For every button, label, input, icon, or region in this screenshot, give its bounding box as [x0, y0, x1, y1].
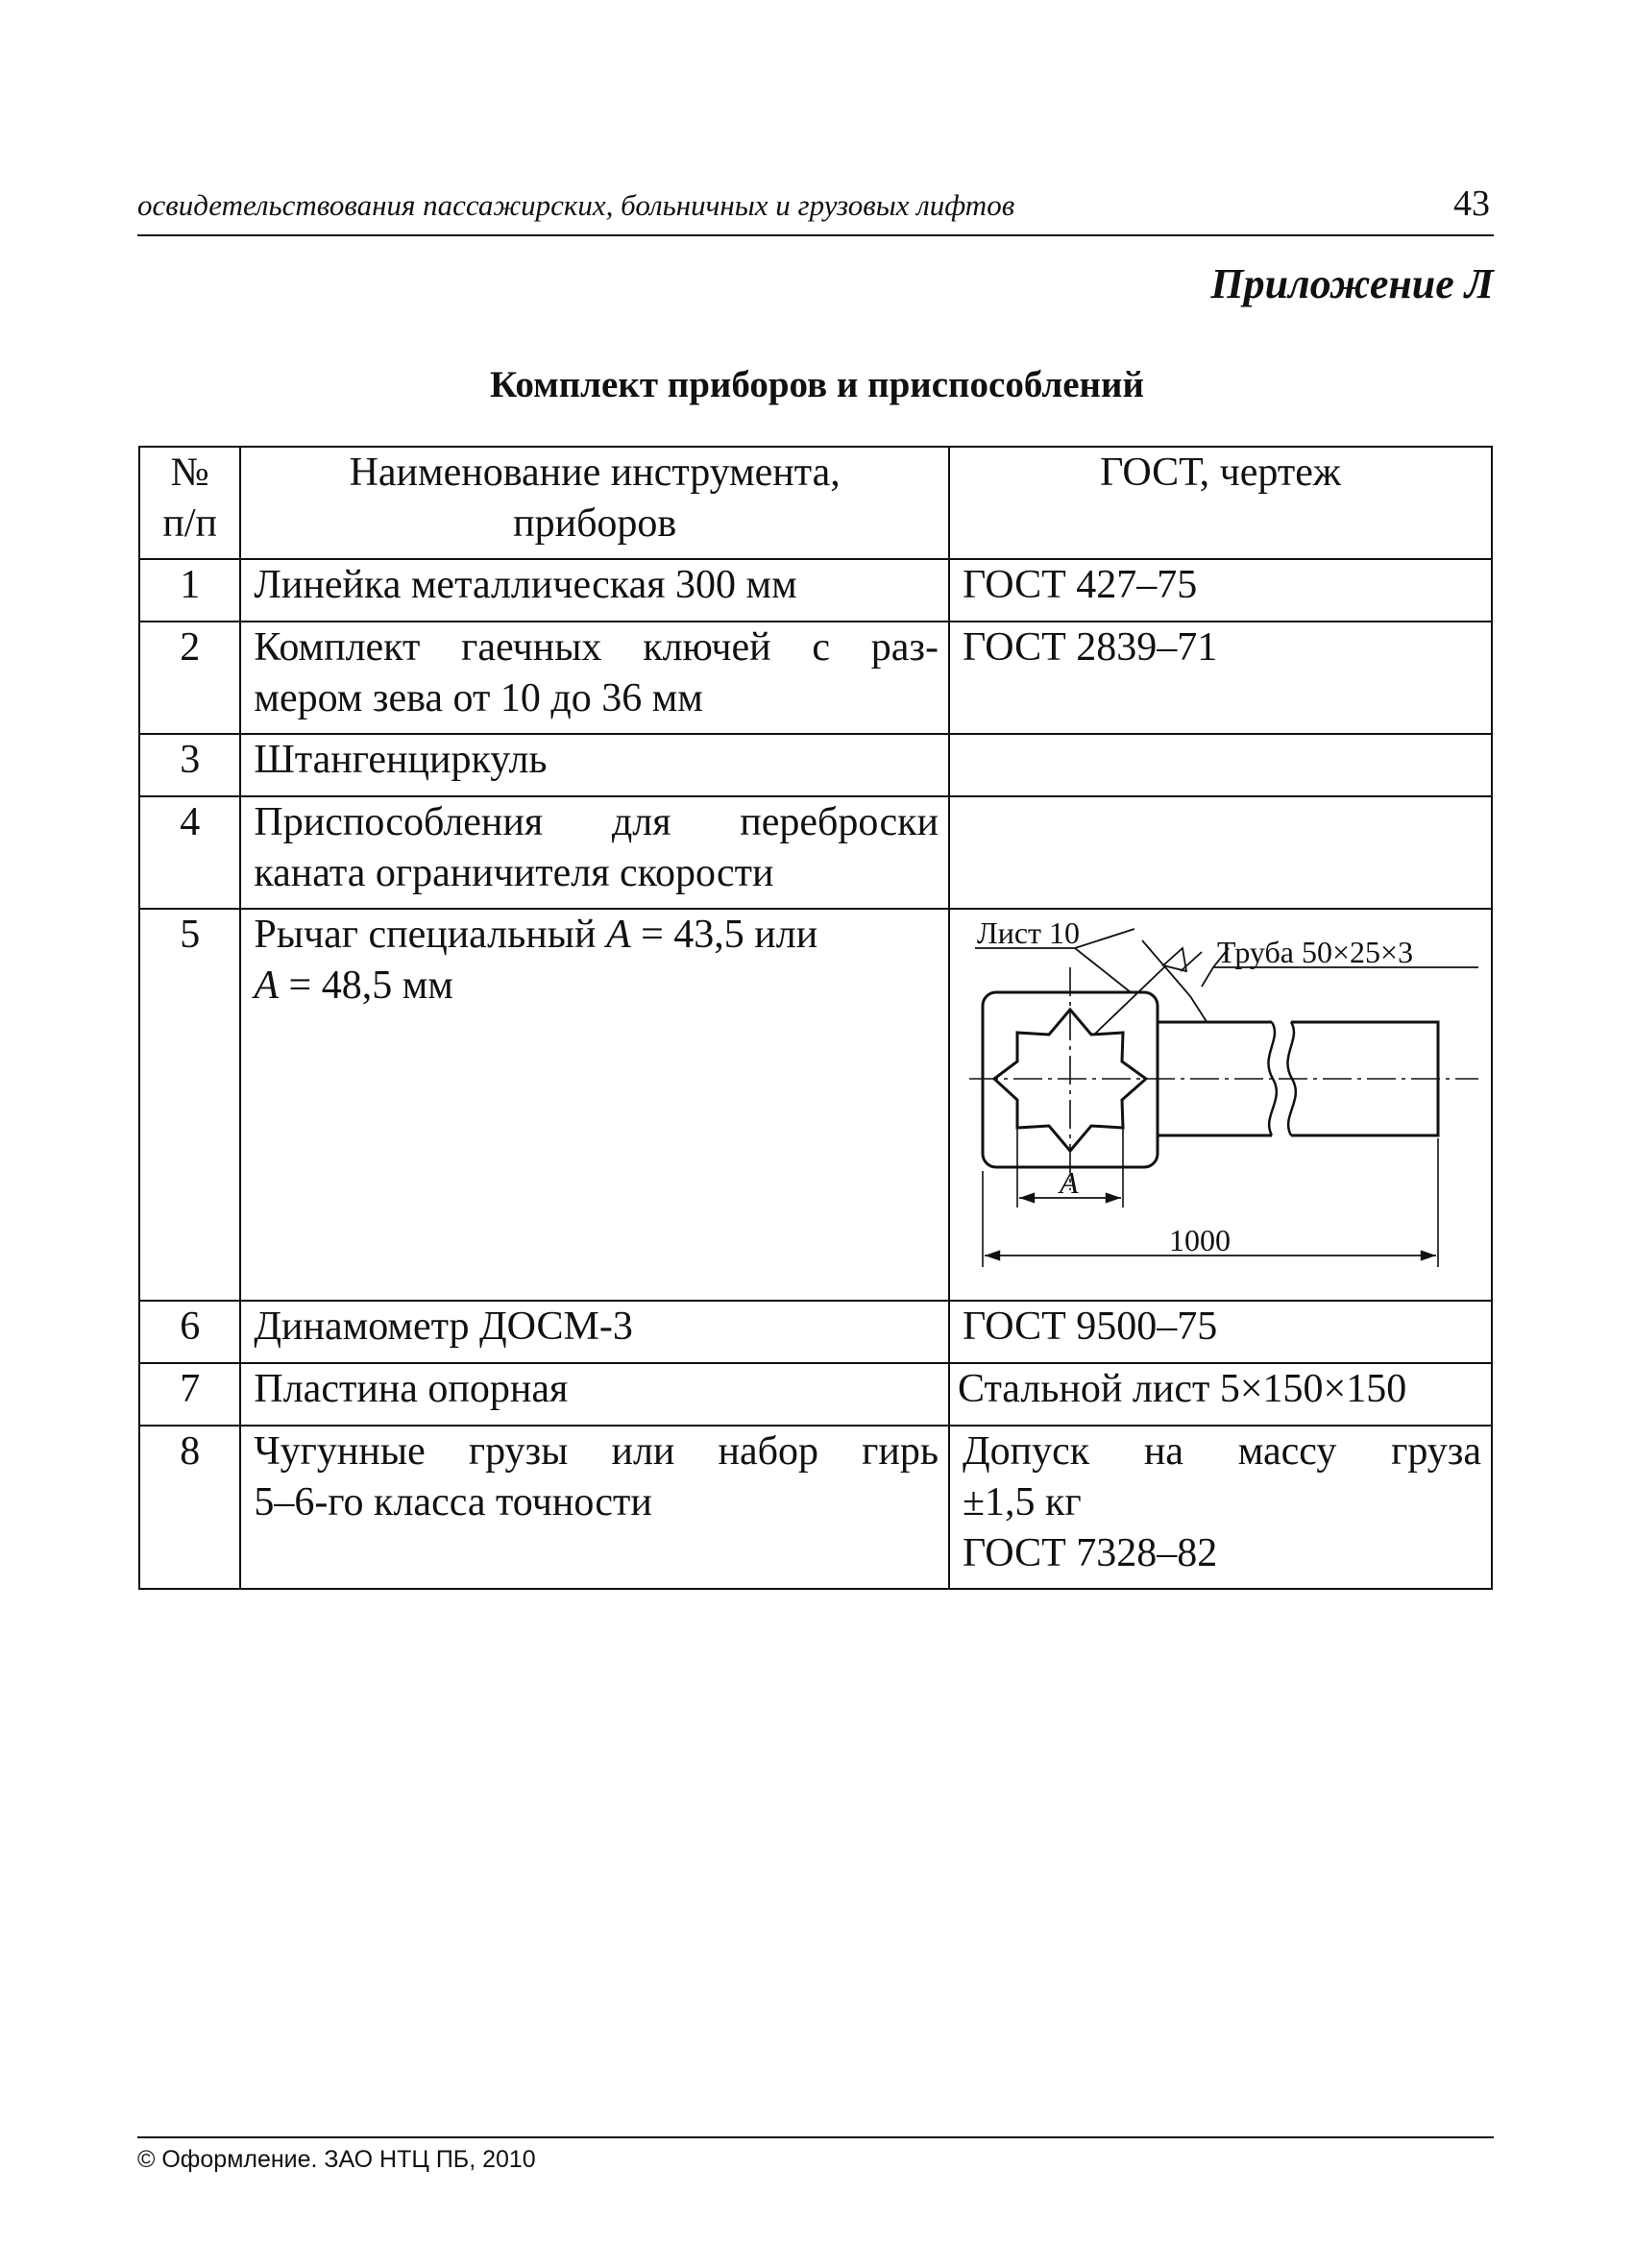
row-name: Штангенциркуль [240, 734, 949, 796]
lever-drawing-cell [949, 909, 1492, 1301]
row-name: Линейка металлическая 300 мм [240, 559, 949, 622]
row-gost [949, 796, 1492, 909]
label-dimension-1000: 1000 [1168, 1223, 1231, 1257]
table-row [139, 1301, 1492, 1363]
table-row [139, 734, 1492, 796]
leader-weld [1094, 940, 1207, 1035]
row-gost-line1: Допуск на массу груза [962, 1429, 1481, 1474]
row-gost: ГОСТ 427–75 [949, 559, 1492, 622]
header-rule [137, 234, 1494, 236]
appendix-title: Приложение Л [1210, 260, 1494, 307]
document-title: Комплект приборов и приспособлений [490, 364, 1144, 405]
table-header-row [139, 447, 1492, 559]
header-number-line1: № [170, 451, 209, 495]
label-sheet: Лист 10 [976, 915, 1080, 950]
footer-rule [137, 2136, 1494, 2138]
header-number [139, 447, 240, 559]
row-name-var-a1: A [605, 913, 631, 957]
row-name-line2: 5–6-го класса точности [254, 1480, 652, 1524]
row-name-text3: = 48,5 мм [279, 963, 453, 1008]
row-name-text2: = 43,5 или [630, 913, 818, 957]
row-name [240, 796, 949, 909]
row-gost: Стальной лист 5×150×150 [949, 1363, 1492, 1426]
footer-copyright: © Оформление. ЗАО НТЦ ПБ, 2010 [137, 2146, 536, 2173]
row-name: Пластина опорная [240, 1363, 949, 1426]
row-name [240, 1426, 949, 1589]
header-gost: ГОСТ, чертеж [949, 447, 1492, 559]
row-gost: ГОСТ 9500–75 [949, 1301, 1492, 1363]
row-name [240, 622, 949, 734]
row-name-line2: мером зева от 10 до 36 мм [254, 676, 703, 720]
row-name-line1: Чугунные грузы или набор гирь [254, 1429, 939, 1474]
row-number: 6 [139, 1301, 240, 1363]
header-name: Наименование инструмента, приборов [240, 447, 949, 559]
table-row [139, 1363, 1492, 1426]
row-name-var-a2: A [254, 963, 280, 1008]
row-name-text1: Рычаг специальный [254, 913, 606, 957]
row-name-line2: каната ограничителя скорости [254, 851, 774, 895]
row-number: 1 [139, 559, 240, 622]
row-number: 2 [139, 622, 240, 734]
table-row [139, 622, 1492, 734]
running-header: освидетельствования пассажирских, больничных и грузовых лифтов [137, 188, 1015, 222]
row-gost-line3: ГОСТ 7328–82 [962, 1531, 1218, 1575]
row-gost [949, 734, 1492, 796]
lever-drawing [950, 910, 1491, 1299]
header-number-line2: п/п [162, 501, 217, 546]
label-pipe: Труба 50×25×3 [1216, 935, 1414, 969]
row-number: 8 [139, 1426, 240, 1589]
row-gost [949, 1426, 1492, 1589]
instruments-table [138, 446, 1493, 1590]
row-name [240, 909, 949, 1301]
row-gost-line2: ±1,5 кг [962, 1480, 1082, 1524]
row-number: 3 [139, 734, 240, 796]
row-name: Динамометр ДОСМ-3 [240, 1301, 949, 1363]
row-name-line1: Комплект гаечных ключей с раз- [254, 625, 939, 670]
row-name-line1: Приспособления для переброски [254, 800, 939, 844]
label-dimension-a: A [1059, 1165, 1079, 1200]
table-row [139, 1426, 1492, 1589]
row-number: 4 [139, 796, 240, 909]
table-row [139, 909, 1492, 1301]
page-number: 43 [1453, 183, 1490, 224]
row-number: 5 [139, 909, 240, 1301]
table-row [139, 796, 1492, 909]
row-gost: ГОСТ 2839–71 [949, 622, 1492, 734]
center-lines [969, 967, 1478, 1190]
table-row [139, 559, 1492, 622]
row-number: 7 [139, 1363, 240, 1426]
